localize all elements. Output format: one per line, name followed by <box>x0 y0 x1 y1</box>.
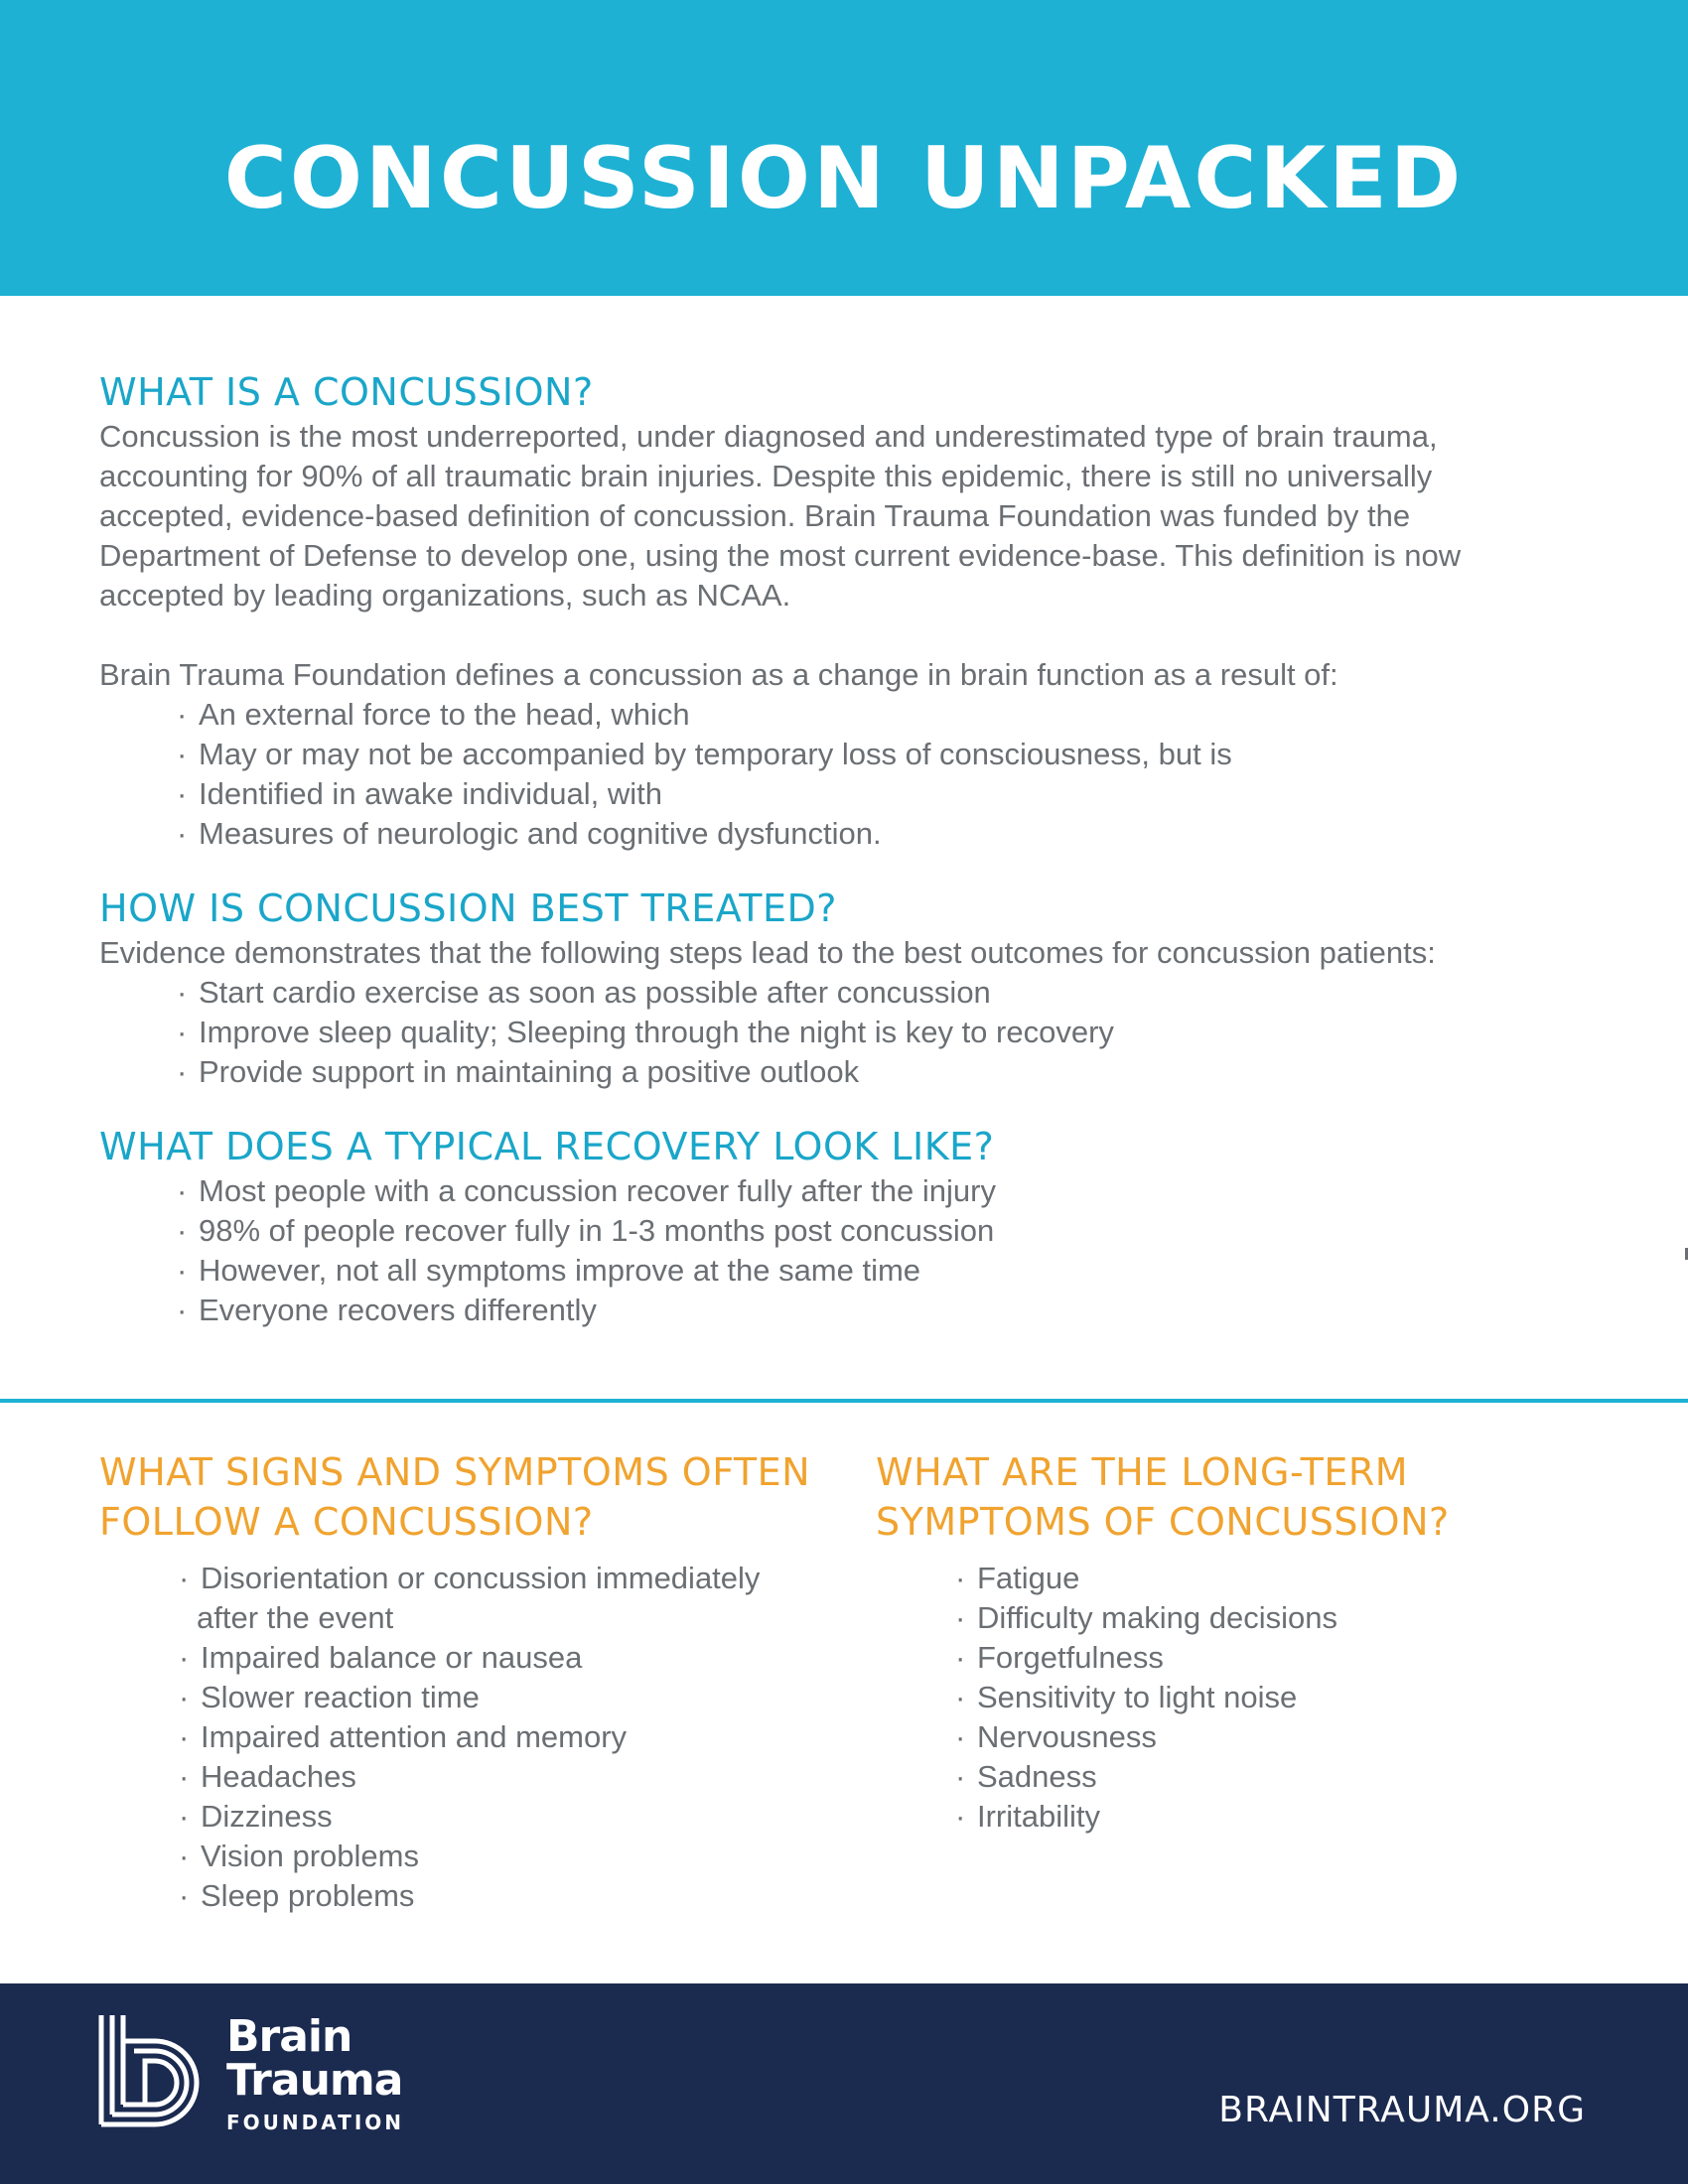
paragraph-line: accounting for 90% of all traumatic brain injuries. Despite this epidemic, there is still no universally <box>99 459 1433 493</box>
logo-line-brain: Brain <box>226 2011 352 2062</box>
signs-symptoms-column <box>99 1447 834 1916</box>
heading-typical-recovery: WHAT DOES A TYPICAL RECOVERY LOOK LIKE? <box>99 1125 995 1168</box>
btf-logo-icon <box>97 2013 211 2127</box>
list-item: · Most people with a concussion recover fully after the injury <box>177 1173 996 1208</box>
list-item: · Disorientation or concussion immediately after the event <box>179 1561 761 1635</box>
paragraph-what-is-concussion <box>99 417 1589 615</box>
list-item: · Sleep problems <box>179 1878 415 1913</box>
list-item: · Slower reaction time <box>179 1680 480 1714</box>
header-banner <box>0 0 1688 296</box>
list-item: · Forgetfulness <box>955 1640 1164 1675</box>
list-item: · Identified in awake individual, with <box>177 776 662 811</box>
list-item: · However, not all symptoms improve at the same time <box>177 1253 921 1288</box>
paragraph-line: Department of Defense to develop one, using the most current evidence-base. This definition is now <box>99 538 1462 573</box>
heading-long-term: WHAT ARE THE LONG-TERM SYMPTOMS OF CONCUSSION? <box>876 1450 1450 1544</box>
list-item: · Provide support in maintaining a positive outlook <box>177 1054 860 1089</box>
website-link[interactable]: BRAINTRAUMA.ORG <box>1218 2090 1586 2130</box>
list-item: · May or may not be accompanied by temporary loss of consciousness, but is <box>177 737 1232 771</box>
treatment-list <box>99 973 1589 1092</box>
section-divider <box>0 1399 1688 1403</box>
definition-intro: Brain Trauma Foundation defines a concussion as a change in brain function as a result of: <box>99 657 1338 692</box>
paragraph-line: Concussion is the most underreported, under diagnosed and underestimated type of brain trauma, <box>99 419 1438 454</box>
definition-list <box>99 695 1589 854</box>
list-item: · Measures of neurologic and cognitive dysfunction. <box>177 816 882 851</box>
list-item: · Sensitivity to light noise <box>955 1680 1298 1714</box>
heading-how-treated: HOW IS CONCUSSION BEST TREATED? <box>99 887 837 930</box>
list-item: · Dizziness <box>179 1799 333 1834</box>
main-content <box>99 367 1589 1330</box>
list-item: · Fatigue <box>955 1561 1080 1595</box>
list-item: · Sadness <box>955 1759 1097 1794</box>
heading-what-is-concussion: WHAT IS A CONCUSSION? <box>99 370 594 414</box>
paragraph-line: accepted, evidence-based definition of concussion. Brain Trauma Foundation was funded by the <box>99 498 1411 533</box>
list-item: · Nervousness <box>955 1719 1157 1754</box>
list-item: · Improve sleep quality; Sleeping through the night is key to recovery <box>177 1015 1114 1049</box>
recovery-list <box>99 1171 1589 1330</box>
logo-line-trauma: Trauma <box>226 2055 403 2106</box>
list-item: · Start cardio exercise as soon as possible after concussion <box>177 975 991 1010</box>
list-item: · An external force to the head, which <box>177 697 690 732</box>
page-title: CONCUSSION UNPACKED <box>223 129 1465 228</box>
logo-wordmark <box>226 2011 404 2136</box>
list-item: · Vision problems <box>179 1839 419 1873</box>
long-term-list <box>876 1559 1630 1837</box>
paragraph-line: accepted by leading organizations, such as NCAA. <box>99 578 791 613</box>
list-item: · Impaired balance or nausea <box>179 1640 583 1675</box>
signs-list <box>99 1559 834 1916</box>
list-item: · Impaired attention and memory <box>179 1719 628 1754</box>
list-item: · Headaches <box>179 1759 356 1794</box>
list-item: · Irritability <box>955 1799 1101 1834</box>
list-item: · Everyone recovers differently <box>177 1293 597 1327</box>
list-item: · Difficulty making decisions <box>955 1600 1337 1635</box>
list-item: · 98% of people recover fully in 1-3 months post concussion <box>177 1213 995 1248</box>
treatment-intro: Evidence demonstrates that the following steps lead to the best outcomes for concussion patients: <box>99 935 1436 970</box>
heading-signs-symptoms: WHAT SIGNS AND SYMPTOMS OFTEN FOLLOW A CONCUSSION? <box>99 1450 811 1544</box>
long-term-column <box>876 1447 1630 1837</box>
logo-line-foundation: FOUNDATION <box>226 2111 404 2134</box>
